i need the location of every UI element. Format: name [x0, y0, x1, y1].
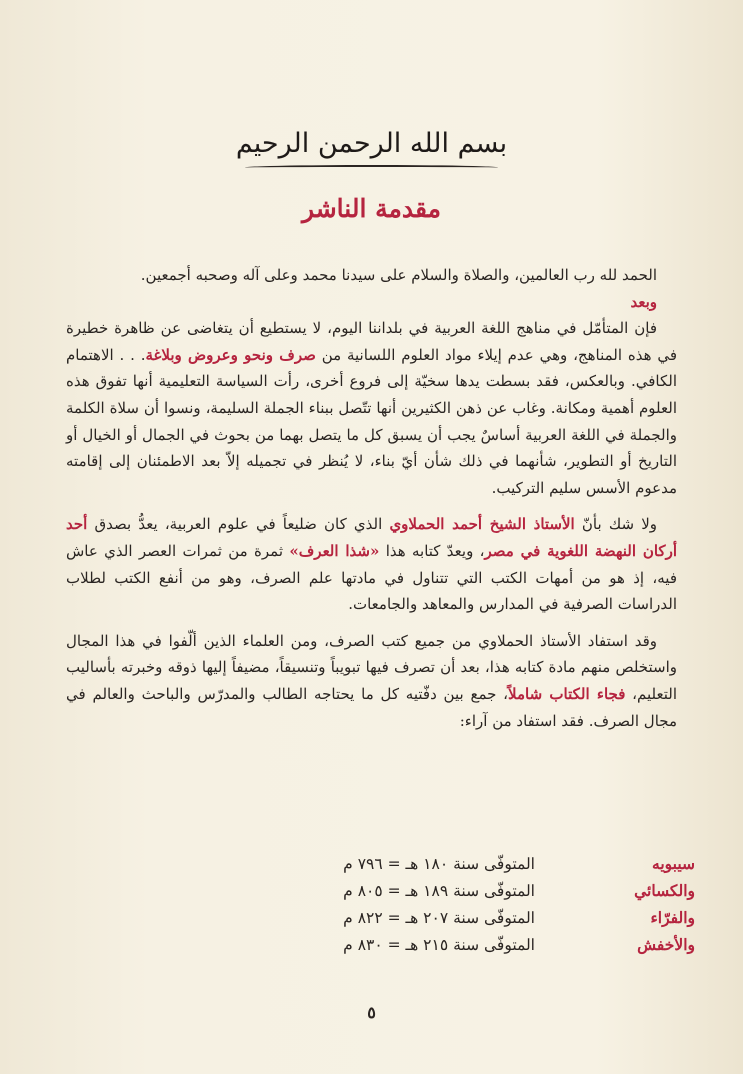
scholar-date: المتوفّى سنة ٢٠٧ هـ = ٨٢٢ م	[343, 908, 535, 927]
scholar-name: والكسائي	[634, 881, 695, 900]
p1-text-c: . . . الاهتمام الكافي. وبالعكس، فقد بسطت يدها سخيّة إلى فروع أخرى، رأت السياسة التعليمية أنها تفوق هذه العلوم أهمية ومكانة. وغاب عن ذهن الكثيرين أنها تتّصل ببناء الجملة السليمة، ونسوا أن سلاة الكلمة والجملة في اللغة العربية أساسٌ يجب أن يسبق كل ما يتصل بهما من بحوث في الجمال أو الخيال أو التاريخ أو التطوير، شأنهما في ذلك شأن أيّ بناء، لا يُنظر في تجميله إلاّ بعد الاطمئنان إلى إقامته مدعوم الأسس سليم التركيب.	[66, 345, 677, 497]
p3-text-a: وقد استفاد الأستاذ الحملاوي من جميع كتب الصرف، ومن العلماء الذين ألّفوا في هذا المجال واستخلص منهم مادة كتابه هذا، بعد أن تصرف فيها تبويباً وتنسيقاً، مضيفاً إليها ذوقه وخبرته بأساليب التعليم،	[66, 631, 677, 703]
p2-author-name: الأستاذ الشيخ أحمد الحملاوي	[389, 515, 575, 534]
p3-highlight: فجاء الكتاب شاملاً	[508, 684, 626, 703]
basmala: بسم الله الرحمن الرحيم	[235, 128, 508, 159]
scholar-name: والفرّاء	[650, 908, 695, 927]
p3-text-c: ، جمع بين دفّتيه كل ما يحتاجه الطالب والمدرّس والباحث والعالم في مجال الصرف. فقد استفاد من آراء:	[66, 684, 677, 730]
scholar-date: المتوفّى سنة ٢١٥ هـ = ٨٣٠ م	[343, 935, 535, 954]
paragraph-2	[66, 511, 677, 617]
paragraph-3	[66, 628, 677, 734]
p1-text-a: فإن المتأمّل في مناهج اللغة العربية في بلداننا اليوم، لا يستطيع أن يتغاضى عن ظاهرة خطيرة في هذه المناهج، وهي عدم إيلاء مواد العلوم اللسانية من	[66, 319, 677, 364]
p2-text-c: الذي كان ضليعاً في علوم العربية، يعدُّ بصدق	[87, 515, 390, 534]
p1-highlight: صرف ونحو وعروض وبلاغة	[145, 345, 316, 364]
p2-text-g: ثمرة من ثمرات العصر الذي عاش فيه، إذ هو من أمهات الكتب التي تتناول في مادتها علم الصرف، وهو من أنفع الكتب لطلاب الدراسات الصرفية في المدارس والمعاهد والجامعات.	[66, 541, 677, 614]
body-text	[66, 262, 677, 734]
page-title: مقدمة الناشر	[301, 194, 442, 223]
p2-text-e: ، ويعدّ كتابه هذا	[379, 541, 485, 560]
scholars-list	[160, 850, 695, 958]
p2-text-a: ولا شك بأنّ	[574, 515, 658, 534]
p2-highlight: أحد أركان النهضة اللغوية في مصر	[66, 515, 677, 560]
scholar-name: سيبويه	[652, 854, 695, 873]
p2-book-title: «شذا العرف»	[289, 541, 380, 560]
scholar-row	[160, 904, 695, 931]
scholar-name: والأخفش	[637, 935, 695, 954]
scholar-row	[160, 850, 695, 877]
intro-paragraph: الحمد لله رب العالمين، والصلاة والسلام على سيدنا محمد وعلى آله وصحبه أجمعين.	[140, 266, 657, 284]
scholar-row	[160, 877, 695, 904]
basmala-ornament	[245, 165, 498, 170]
scholar-date: المتوفّى سنة ١٨٩ هـ = ٨٠٥ م	[343, 881, 535, 900]
paragraph-1	[66, 315, 677, 501]
scholar-row	[160, 931, 695, 958]
scholar-date: المتوفّى سنة ١٨٠ هـ = ٧٩٦ م	[343, 854, 535, 873]
wa-baad-heading: وبعد	[630, 292, 657, 311]
page-number: ٥	[367, 1003, 376, 1022]
